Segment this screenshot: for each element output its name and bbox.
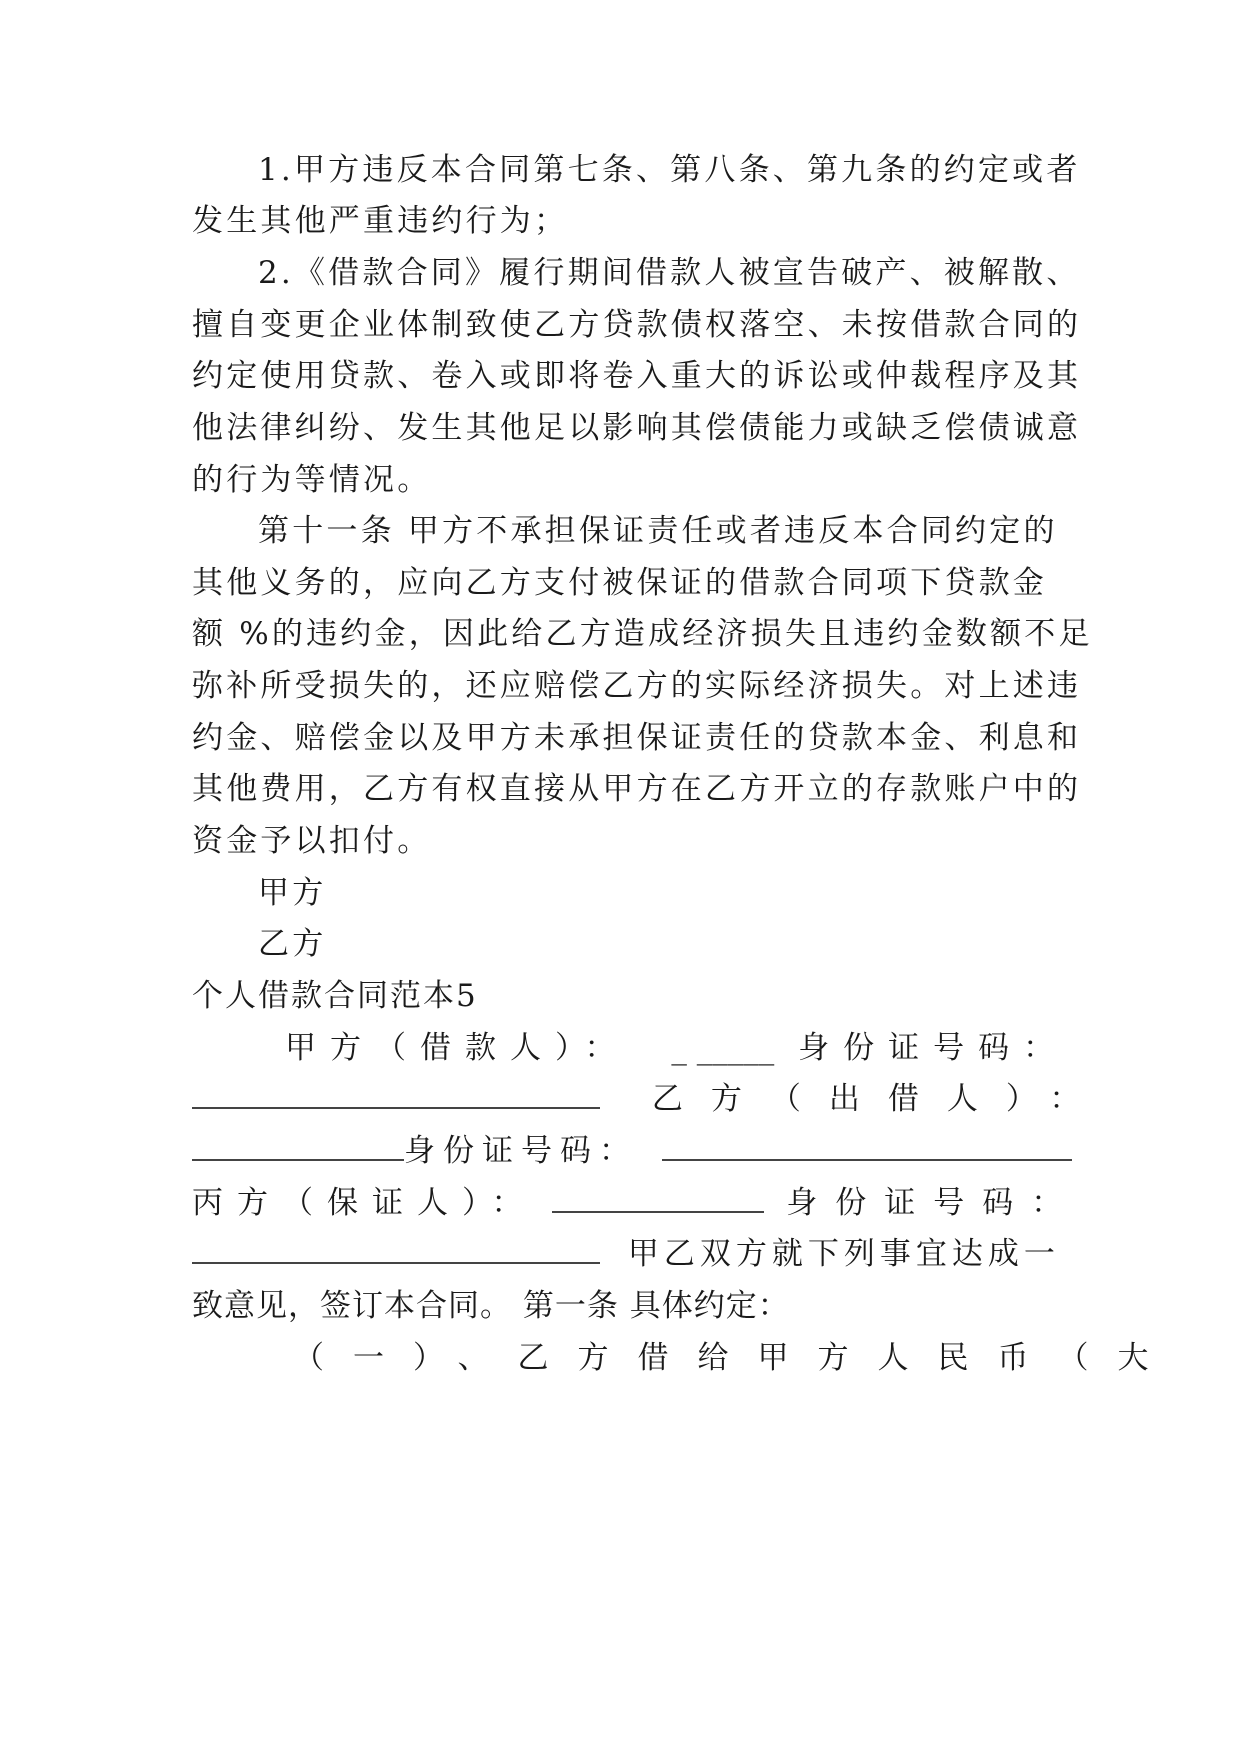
paragraph-line: 约定使用贷款、卷入或即将卷入重大的诉讼或仲裁程序及其 [192,358,1082,394]
paragraph-line: 其他义务的，应向乙方支付被保证的借款合同项下贷款金 [192,565,1047,601]
paragraph-line: 额 %的违约金，因此给乙方造成经济损失且违约金数额不足 [192,616,1093,652]
paragraph-line: 2.《借款合同》履行期间借款人被宣告破产、被解散、 [258,255,1081,291]
id-label: 身份证号码： [404,1133,638,1169]
party-a-label: 甲方（借款人）： [285,1030,630,1066]
item-one-line: （一）、乙方借给甲方人民币（大 [293,1340,1178,1376]
paragraph-line: 弥补所受损失的，还应赔偿乙方的实际经济损失。对上述违 [192,668,1082,704]
signature-party-b: 乙方 [258,926,327,962]
party-a-blank: _ _____ [671,1030,775,1066]
party-c-label: 丙方（保证人）： [192,1185,537,1221]
signature-party-a: 甲方 [258,875,327,911]
party-b-label: 乙方（出借人）： [651,1081,1109,1117]
paragraph-line: 约金、赔偿金以及甲方未承担保证责任的贷款本金、利息和 [192,720,1082,756]
blank-underline [192,1081,600,1109]
form-line-party-a [285,1028,1069,1068]
paragraph-line: 其他费用，乙方有权直接从甲方在乙方开立的存款账户中的 [192,771,1082,807]
form-line-party-c [192,1183,1081,1223]
paragraph-line: 擅自变更企业体制致使乙方贷款债权落空、未按借款合同的 [192,307,1082,343]
paragraph-line: 1.甲方违反本合同第七条、第八条、第九条的约定或者 [258,152,1081,188]
blank-underline [192,1236,600,1264]
paragraph-line: 资金予以扣付。 [192,823,432,859]
paragraph-line: 他法律纠纷、发生其他足以影响其偿债能力或缺乏偿债诚意 [192,410,1082,446]
form-line-agree [192,1234,1060,1274]
form-line-id-b [192,1131,1054,1171]
id-label: 身份证号码： [786,1185,1081,1221]
paragraph-line: 发生其他严重违约行为； [192,203,569,239]
agree-text-continued: 致意见，签订本合同。 第一条 具体约定： [192,1288,790,1324]
paragraph-line: 的行为等情况。 [192,462,432,498]
agree-text: 甲乙双方就下列事宜达成一 [627,1236,1060,1272]
form-line-party-b [192,1079,1109,1119]
section-heading: 个人借款合同范本5 [192,978,478,1014]
blank-underline [552,1185,764,1213]
id-label: 身份证号码： [798,1030,1069,1066]
blank-underline [192,1133,404,1161]
blank-underline [662,1133,1072,1161]
clause-eleven-line: 第十一条 甲方不承担保证责任或者违反本合同约定的 [258,513,1058,549]
